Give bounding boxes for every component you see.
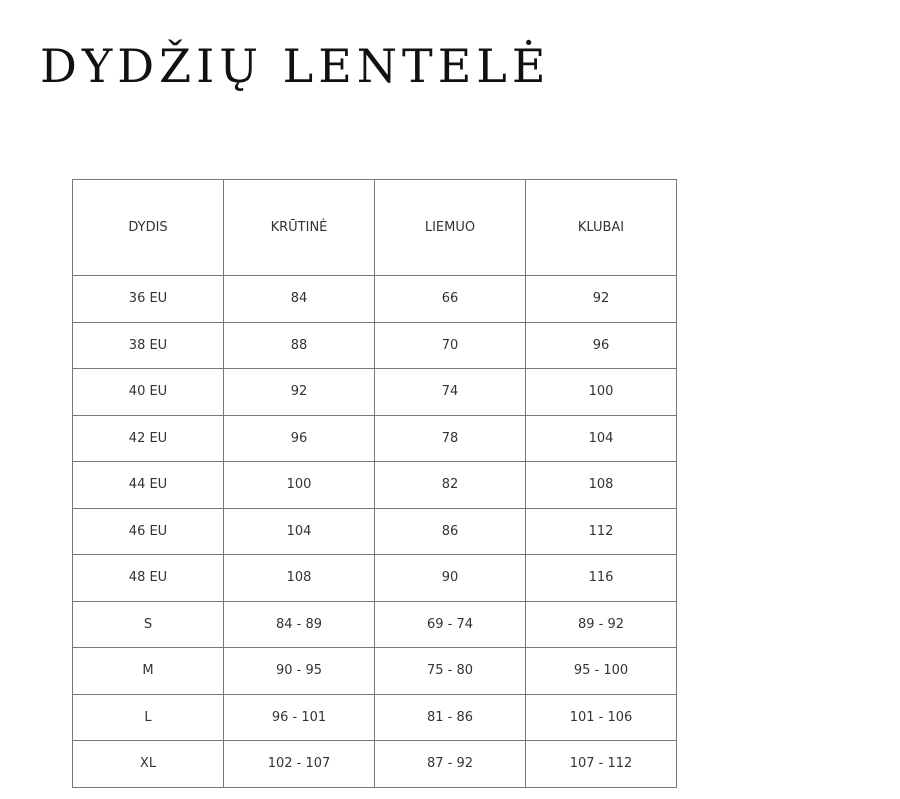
header-dydis: DYDIS — [73, 180, 224, 276]
table-body — [73, 276, 677, 788]
size-cell: 40 EU — [73, 369, 224, 416]
hips-cell: 116 — [526, 555, 677, 602]
size-cell: 42 EU — [73, 415, 224, 462]
waist-cell: 69 - 74 — [375, 601, 526, 648]
table-row — [73, 741, 677, 788]
hips-cell: 96 — [526, 322, 677, 369]
size-cell: L — [73, 694, 224, 741]
header-krutine: KRŪTINĖ — [224, 180, 375, 276]
table-row — [73, 694, 677, 741]
chest-cell: 84 — [224, 276, 375, 323]
waist-cell: 82 — [375, 462, 526, 509]
hips-cell: 112 — [526, 508, 677, 555]
size-cell: 36 EU — [73, 276, 224, 323]
table-row — [73, 369, 677, 416]
header-liemuo: LIEMUO — [375, 180, 526, 276]
table-row — [73, 415, 677, 462]
chest-cell: 92 — [224, 369, 375, 416]
size-cell: S — [73, 601, 224, 648]
header-klubai: KLUBAI — [526, 180, 677, 276]
size-cell: M — [73, 648, 224, 695]
hips-cell: 108 — [526, 462, 677, 509]
hips-cell: 95 - 100 — [526, 648, 677, 695]
size-cell: 38 EU — [73, 322, 224, 369]
chest-cell: 96 - 101 — [224, 694, 375, 741]
size-cell: 44 EU — [73, 462, 224, 509]
hips-cell: 100 — [526, 369, 677, 416]
chest-cell: 96 — [224, 415, 375, 462]
hips-cell: 101 - 106 — [526, 694, 677, 741]
hips-cell: 89 - 92 — [526, 601, 677, 648]
hips-cell: 107 - 112 — [526, 741, 677, 788]
table-row — [73, 276, 677, 323]
size-cell: XL — [73, 741, 224, 788]
waist-cell: 90 — [375, 555, 526, 602]
chest-cell: 102 - 107 — [224, 741, 375, 788]
page-title: DYDŽIŲ LENTELĖ — [40, 39, 551, 93]
waist-cell: 86 — [375, 508, 526, 555]
waist-cell: 66 — [375, 276, 526, 323]
chest-cell: 100 — [224, 462, 375, 509]
waist-cell: 81 - 86 — [375, 694, 526, 741]
hips-cell: 104 — [526, 415, 677, 462]
hips-cell: 92 — [526, 276, 677, 323]
chest-cell: 84 - 89 — [224, 601, 375, 648]
table-row — [73, 648, 677, 695]
table-row — [73, 601, 677, 648]
table-header-row — [73, 180, 677, 276]
waist-cell: 75 - 80 — [375, 648, 526, 695]
table-row — [73, 462, 677, 509]
chest-cell: 88 — [224, 322, 375, 369]
waist-cell: 74 — [375, 369, 526, 416]
table-row — [73, 508, 677, 555]
size-table — [72, 179, 677, 788]
table-row — [73, 555, 677, 602]
chest-cell: 104 — [224, 508, 375, 555]
size-cell: 46 EU — [73, 508, 224, 555]
waist-cell: 78 — [375, 415, 526, 462]
waist-cell: 87 - 92 — [375, 741, 526, 788]
chest-cell: 90 - 95 — [224, 648, 375, 695]
chest-cell: 108 — [224, 555, 375, 602]
waist-cell: 70 — [375, 322, 526, 369]
size-cell: 48 EU — [73, 555, 224, 602]
table-row — [73, 322, 677, 369]
